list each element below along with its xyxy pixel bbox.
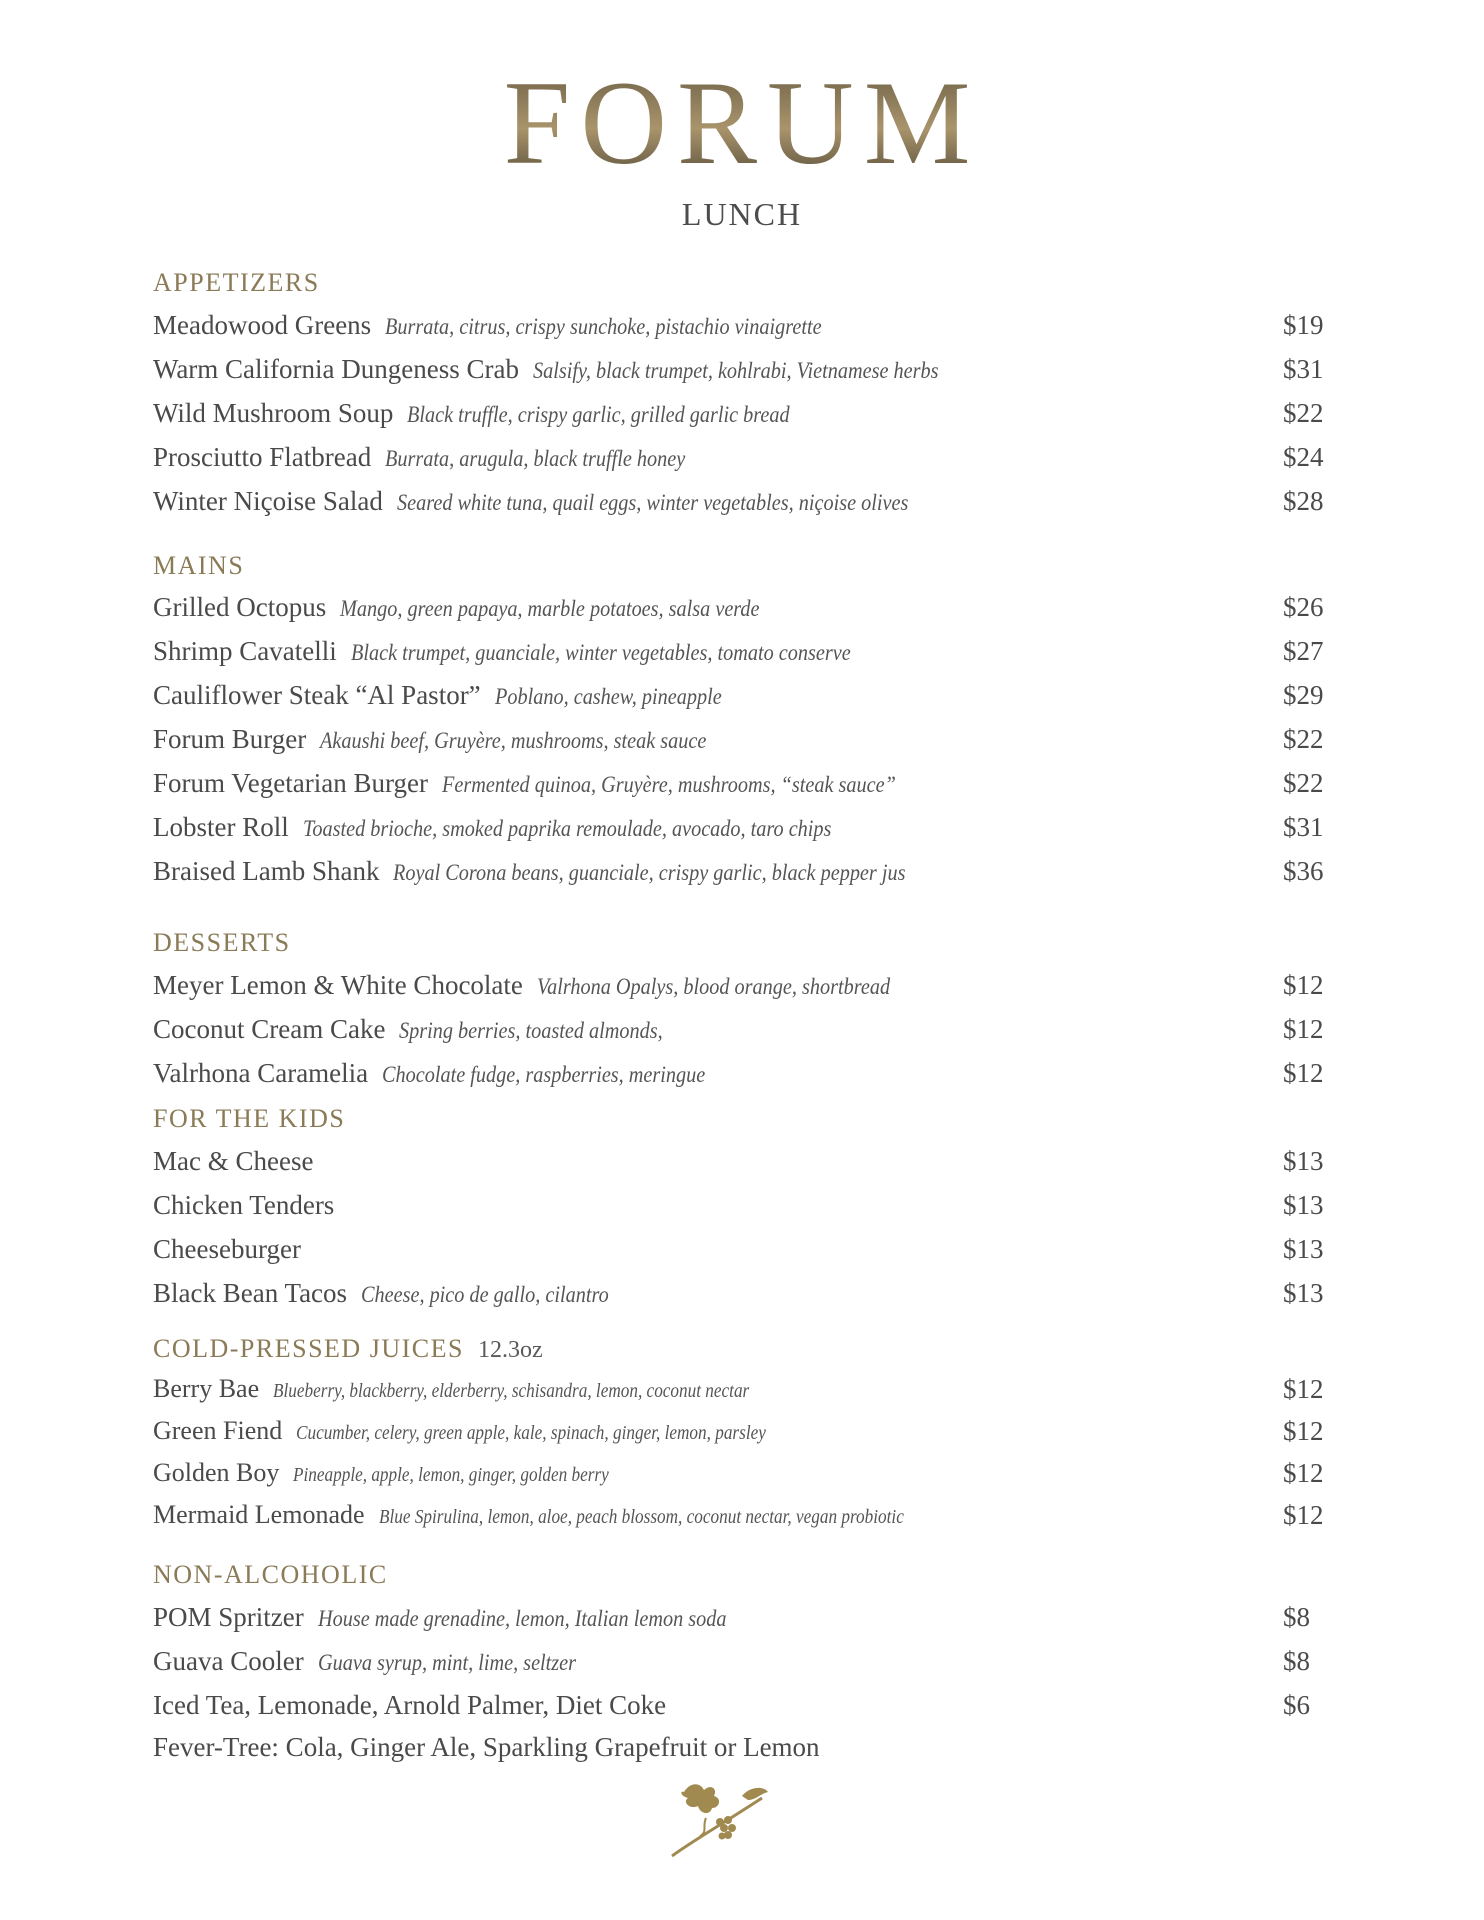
item-price: $12 <box>1283 1500 1324 1530</box>
item-name: Fever-Tree: Cola, Ginger Ale, Sparkling Grapefruit or Lemon <box>153 1732 820 1762</box>
menu-item <box>153 1690 1333 1730</box>
item-description: Black truffle, crispy garlic, grilled garlic bread <box>407 402 791 427</box>
section-title-juices <box>153 1334 543 1364</box>
restaurant-logo: FORUM <box>0 68 1484 178</box>
section-title-appetizers: APPETIZERS <box>153 268 320 297</box>
item-price: $27 <box>1283 636 1324 666</box>
menu-item <box>153 724 1333 764</box>
item-name: Mac & Cheese <box>153 1146 314 1176</box>
menu-item <box>153 1602 1333 1642</box>
section-title-desserts: DESSERTS <box>153 928 291 957</box>
item-name: Forum Vegetarian Burger <box>153 768 428 798</box>
item-name: Prosciutto Flatbread <box>153 442 372 472</box>
menu-item <box>153 442 1333 482</box>
menu-item <box>153 1646 1333 1686</box>
menu-item <box>153 1058 1333 1098</box>
item-name: Shrimp Cavatelli <box>153 636 337 666</box>
menu-item <box>153 970 1333 1010</box>
item-price: $13 <box>1283 1278 1324 1308</box>
menu-item <box>153 636 1333 676</box>
item-description: Akaushi beef, Gruyère, mushrooms, steak sauce <box>320 728 707 753</box>
item-description: Fermented quinoa, Gruyère, mushrooms, “steak sauce” <box>441 772 896 797</box>
menu-item <box>153 1416 1333 1456</box>
menu-item <box>153 310 1333 350</box>
item-name: Valrhona Caramelia <box>153 1058 369 1088</box>
item-description: Mango, green papaya, marble potatoes, salsa verde <box>340 596 760 621</box>
menu-item <box>153 812 1333 852</box>
grape-vine-icon <box>664 1778 774 1858</box>
item-price: $13 <box>1283 1190 1324 1220</box>
item-name: Mermaid Lemonade <box>153 1500 365 1529</box>
menu-item <box>153 1278 1333 1318</box>
item-name: Winter Niçoise Salad <box>153 486 383 516</box>
item-price: $22 <box>1283 724 1324 754</box>
item-price: $12 <box>1283 1374 1324 1404</box>
menu-item <box>153 1014 1333 1054</box>
section-title-kids: FOR THE KIDS <box>153 1104 346 1133</box>
menu-item <box>153 1146 1333 1186</box>
item-name: Cheeseburger <box>153 1234 301 1264</box>
item-name: Meadowood Greens <box>153 310 372 340</box>
item-price: $22 <box>1283 768 1324 798</box>
menu-item <box>153 1458 1333 1498</box>
item-price: $28 <box>1283 486 1324 516</box>
menu-item <box>153 1374 1333 1414</box>
item-name: Guava Cooler <box>153 1646 304 1676</box>
item-price: $22 <box>1283 398 1324 428</box>
menu-item <box>153 1500 1333 1540</box>
item-price: $6 <box>1283 1690 1310 1720</box>
menu-item <box>153 768 1333 808</box>
item-price: $12 <box>1283 1458 1324 1488</box>
item-name: Coconut Cream Cake <box>153 1014 386 1044</box>
menu-item <box>153 592 1333 632</box>
item-description: Pineapple, apple, lemon, ginger, golden berry <box>293 1464 610 1486</box>
item-name: Green Fiend <box>153 1416 283 1445</box>
item-description: Blue Spirulina, lemon, aloe, peach blossom, coconut nectar, vegan probiotic <box>378 1506 904 1528</box>
item-price: $8 <box>1283 1646 1310 1676</box>
item-description: House made grenadine, lemon, Italian lemon soda <box>317 1606 727 1631</box>
item-description: Toasted brioche, smoked paprika remoulade, avocado, taro chips <box>302 816 832 841</box>
menu-item <box>153 1234 1333 1274</box>
item-description: Cucumber, celery, green apple, kale, spinach, ginger, lemon, parsley <box>296 1422 767 1444</box>
item-price: $12 <box>1283 970 1324 1000</box>
item-description: Burrata, arugula, black truffle honey <box>385 446 686 471</box>
item-description: Black trumpet, guanciale, winter vegetables, tomato conserve <box>350 640 851 665</box>
menu-subtitle: LUNCH <box>681 196 803 232</box>
item-name: Black Bean Tacos <box>153 1278 348 1308</box>
item-name: Grilled Octopus <box>153 592 327 622</box>
item-price: $12 <box>1283 1058 1324 1088</box>
item-name: Meyer Lemon & White Chocolate <box>153 970 523 1000</box>
item-description: Seared white tuna, quail eggs, winter vegetables, niçoise olives <box>396 490 909 515</box>
menu-item <box>153 680 1333 720</box>
menu-header <box>0 56 1484 233</box>
item-description: Salsify, black trumpet, kohlrabi, Vietnamese herbs <box>532 358 939 383</box>
item-name: Warm California Dungeness Crab <box>153 354 519 384</box>
item-name: Chicken Tenders <box>153 1190 335 1220</box>
item-price: $13 <box>1283 1234 1324 1264</box>
section-title-nonalcoholic: NON-ALCOHOLIC <box>153 1560 388 1589</box>
item-name: Cauliflower Steak “Al Pastor” <box>153 680 481 710</box>
item-price: $12 <box>1283 1416 1324 1446</box>
item-description: Royal Corona beans, guanciale, crispy garlic, black pepper jus <box>393 860 906 885</box>
item-description: Burrata, citrus, crispy sunchoke, pistachio vinaigrette <box>385 314 822 339</box>
item-price: $29 <box>1283 680 1324 710</box>
item-price: $24 <box>1283 442 1324 472</box>
menu-item <box>153 398 1333 438</box>
item-description: Poblano, cashew, pineapple <box>494 684 722 709</box>
item-description: Guava syrup, mint, lime, seltzer <box>317 1650 576 1675</box>
menu-item <box>153 354 1333 394</box>
item-description: Cheese, pico de gallo, cilantro <box>361 1282 609 1307</box>
menu-item <box>153 1732 1333 1772</box>
item-name: Iced Tea, Lemonade, Arnold Palmer, Diet Coke <box>153 1690 667 1720</box>
menu-item <box>153 856 1333 896</box>
item-price: $19 <box>1283 310 1324 340</box>
item-price: $12 <box>1283 1014 1324 1044</box>
item-description: Valrhona Opalys, blood orange, shortbread <box>536 974 890 999</box>
item-price: $36 <box>1283 856 1324 886</box>
item-price: $31 <box>1283 812 1324 842</box>
menu-item <box>153 1190 1333 1230</box>
item-price: $8 <box>1283 1602 1310 1632</box>
item-description: Spring berries, toasted almonds, <box>399 1018 664 1043</box>
juice-size-note: 12.3oz <box>477 1337 543 1363</box>
item-price: $31 <box>1283 354 1324 384</box>
item-name: Berry Bae <box>153 1374 260 1403</box>
item-price: $26 <box>1283 592 1324 622</box>
item-name: Forum Burger <box>153 724 307 754</box>
item-name: Braised Lamb Shank <box>153 856 380 886</box>
item-name: Lobster Roll <box>153 812 289 842</box>
item-description: Blueberry, blackberry, elderberry, schisandra, lemon, coconut nectar <box>273 1380 750 1402</box>
item-name: Wild Mushroom Soup <box>153 398 394 428</box>
item-price: $13 <box>1283 1146 1324 1176</box>
section-title-mains: MAINS <box>153 551 245 580</box>
section-title-text: COLD-PRESSED JUICES <box>153 1334 464 1363</box>
item-name: POM Spritzer <box>153 1602 304 1632</box>
item-name: Golden Boy <box>153 1458 280 1487</box>
menu-item <box>153 486 1333 526</box>
item-description: Chocolate fudge, raspberries, meringue <box>382 1062 706 1087</box>
